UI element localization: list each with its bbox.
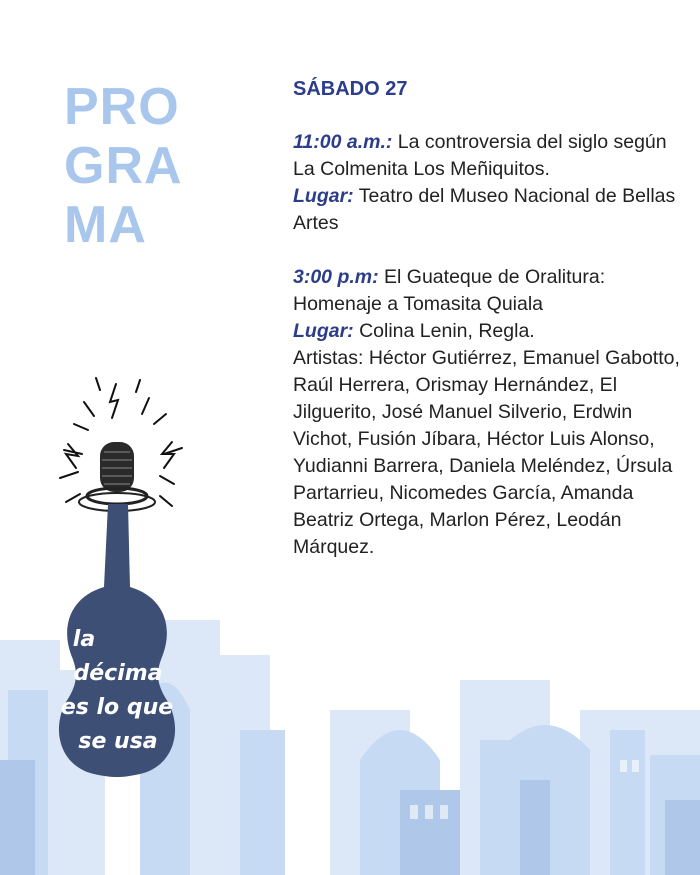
- event-2: [293, 264, 683, 561]
- program-title: [64, 78, 183, 255]
- logo-line: es lo que: [60, 695, 174, 720]
- event-description: El Guateque de Oralitura: Homenaje a Tomasita Quiala: [293, 266, 606, 315]
- place-label: Lugar:: [293, 320, 354, 342]
- event-artists: Artistas: Héctor Gutiérrez, Emanuel Gabotto, Raúl Herrera, Orismay Hernández, El Jilguerito, José Manuel Silverio, Erdwin Vichot, Fusión Jíbara, Héctor Luis Alonso, Yudianni Barrera, Daniela Meléndez, Úrsula Partarrieu, Nicomedes García, Amanda Beatriz Ortega, Marlon Pérez, Leodán Márquez.: [293, 347, 680, 558]
- event-time: 3:00 p.m:: [293, 266, 379, 288]
- event-place: Colina Lenin, Regla.: [359, 320, 535, 342]
- day-heading: SÁBADO 27: [293, 78, 408, 100]
- guitar-microphone-logo: [44, 372, 244, 792]
- program-content: [293, 76, 683, 588]
- title-line: PRO: [64, 78, 180, 136]
- title-line: MA: [64, 196, 147, 254]
- event-1: [293, 129, 683, 237]
- event-time: 11:00 a.m.:: [293, 131, 393, 153]
- event-place: Teatro del Museo Nacional de Bellas Artes: [293, 185, 676, 234]
- logo-line: décima: [73, 661, 163, 686]
- logo-line: se usa: [78, 729, 158, 754]
- title-line: GRA: [64, 137, 183, 195]
- place-label: Lugar:: [293, 185, 354, 207]
- microphone-icon: [79, 442, 155, 511]
- event-description: La controversia del siglo según La Colmenita Los Meñiquitos.: [293, 131, 667, 180]
- logo-line: la: [72, 627, 96, 652]
